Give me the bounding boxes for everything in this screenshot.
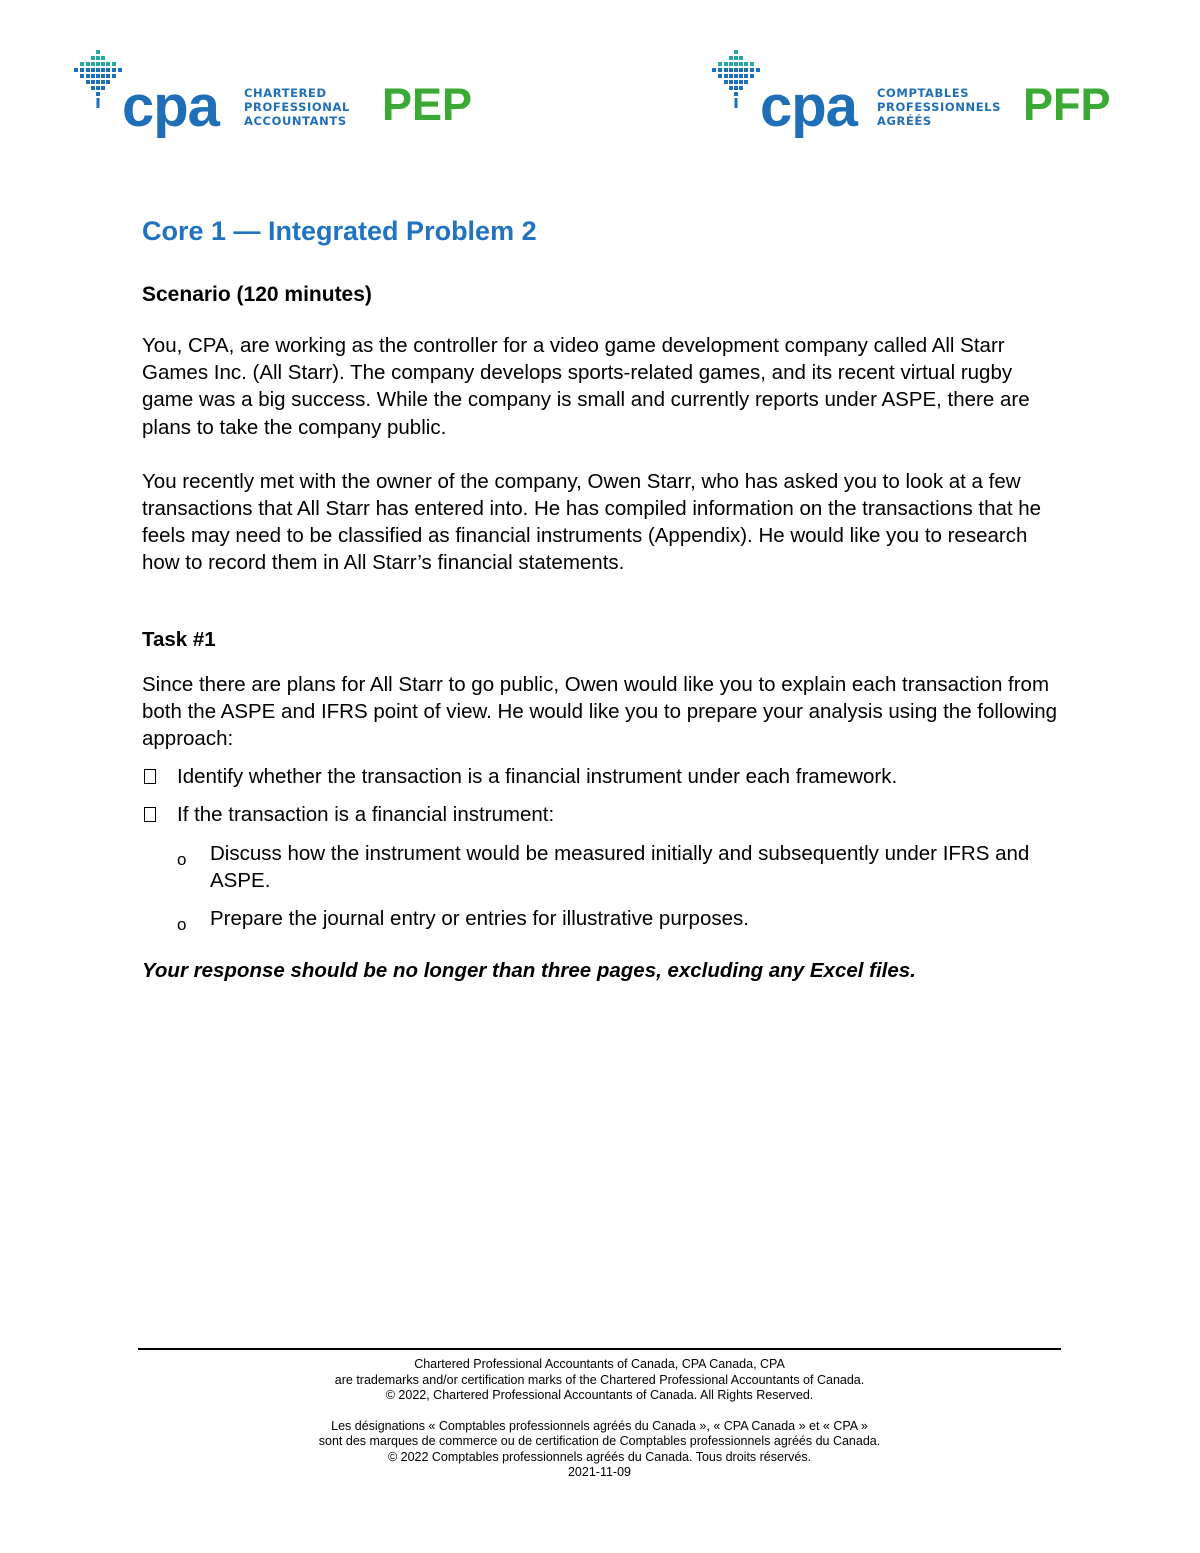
list-item-text: If the transaction is a financial instrument: <box>177 803 555 827</box>
sub-list-item-text: Prepare the journal entry or entries for illustrative purposes. <box>210 907 749 931</box>
footer-line: sont des marques de commerce ou de certification de Comptables professionnels agréés du Canada. <box>318 1434 881 1448</box>
footer-line: Chartered Professional Accountants of Canada, CPA Canada, CPA <box>414 1357 785 1371</box>
list-item <box>142 763 1062 790</box>
task-paragraph: Since there are plans for All Starr to go public, Owen would like you to explain each transaction from both the ASPE and IFRS point of view. He would like you to prepare your analysis using the following approach: <box>142 672 1058 751</box>
footer <box>138 1357 1061 1481</box>
designation-lines <box>244 86 350 128</box>
sub-list-item <box>142 840 1062 894</box>
program-label: PEP <box>382 79 473 130</box>
sub-list-item-text: Discuss how the instrument would be measured initially and subsequently under IFRS and ASPE. <box>210 841 1030 892</box>
designation-line: AGRÉÉS <box>877 114 932 128</box>
approach-list <box>142 763 1062 828</box>
page-title: Core 1 — Integrated Problem 2 <box>142 216 537 246</box>
scenario-heading: Scenario (120 minutes) <box>142 283 372 306</box>
footer-line: are trademarks and/or certification marks of the Chartered Professional Accountants of Canada. <box>334 1372 865 1387</box>
maple-leaf-icon <box>72 50 124 112</box>
list-item-text: Identify whether the transaction is a financial instrument under each framework. <box>177 765 898 789</box>
sub-bullet-marker: o <box>177 849 187 869</box>
scenario-paragraph: You recently met with the owner of the company, Owen Starr, who has asked you to look at a few transactions that All Starr has entered into. He has compiled information on the transactions that he feels may need to be classified as financial instruments (Appendix). He would like you to research how to record them in All Starr’s financial statements. <box>142 469 1042 575</box>
cpa-pep-logo <box>72 50 502 140</box>
sub-list-item <box>142 905 1062 935</box>
designation-line: COMPTABLES <box>877 86 970 100</box>
footer-divider <box>138 1348 1061 1350</box>
footer-date: 2021-11-09 <box>567 1465 631 1479</box>
designation-lines <box>877 86 1001 128</box>
footer-line: Les désignations « Comptables professionnels agréés du Canada », « CPA Canada » et « CPA » <box>331 1418 868 1433</box>
designation-line: PROFESSIONNELS <box>877 100 1001 114</box>
footer-line: © 2022, Chartered Professional Accountants of Canada. All Rights Reserved. <box>385 1388 814 1402</box>
document-body <box>142 212 1062 985</box>
designation-line: PROFESSIONAL <box>244 100 350 114</box>
task-heading: Task #1 <box>142 627 216 651</box>
maple-leaf-icon <box>710 50 762 112</box>
program-label: PFP <box>1023 79 1111 130</box>
response-note: Your response should be no longer than three pages, excluding any Excel files. <box>142 959 916 983</box>
designation-line: ACCOUNTANTS <box>244 114 347 128</box>
scenario-paragraph: You, CPA, are working as the controller for a video game development company called All Starr Games Inc. (All Starr). The company develops sports-related games, and its recent virtual rugby game was a big success. While the company is small and currently reports under ASPE, there are plans to take the company public. <box>142 334 1030 439</box>
cpa-wordmark: cpa <box>122 74 219 139</box>
footer-line: © 2022 Comptables professionnels agréés du Canada. Tous droits réservés. <box>387 1449 812 1464</box>
cpa-pfp-logo <box>710 50 1130 140</box>
bullet-box-icon <box>144 769 156 784</box>
list-item <box>142 801 1062 828</box>
sub-approach-list <box>142 840 1062 933</box>
sub-bullet-marker: o <box>177 915 187 935</box>
designation-line: CHARTERED <box>244 86 327 100</box>
bullet-box-icon <box>144 807 156 822</box>
cpa-wordmark: cpa <box>760 74 857 139</box>
